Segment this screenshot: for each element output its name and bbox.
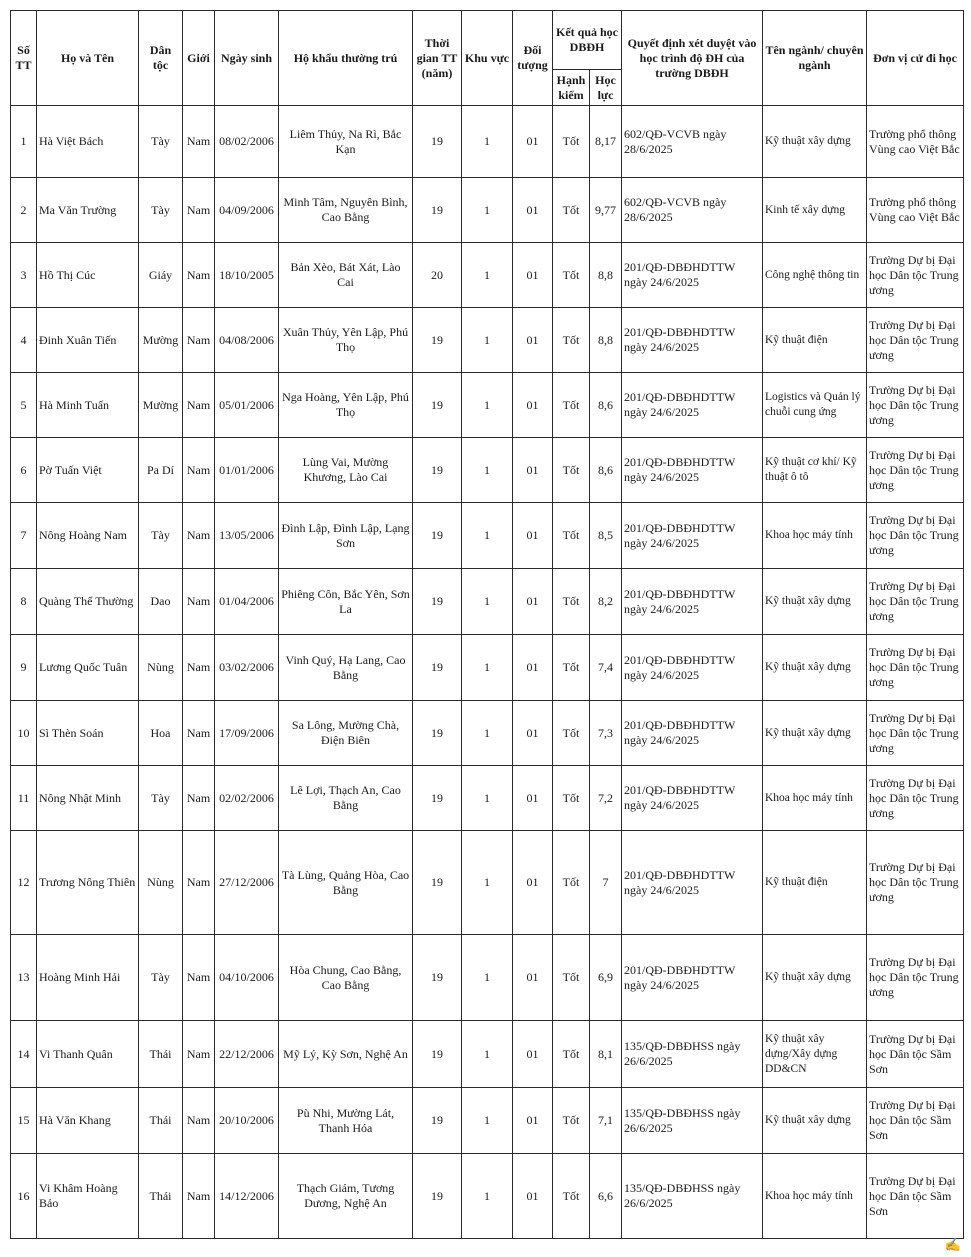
- row-unit: Trường Dự bị Đại học Dân tộc Trung ương: [867, 569, 964, 635]
- row-gender: Nam: [183, 243, 215, 308]
- row-academic: 8,5: [590, 503, 622, 569]
- row-conduct: Tốt: [553, 1088, 590, 1154]
- row-decision: 135/QĐ-DBĐHSS ngày 26/6/2025: [622, 1154, 763, 1239]
- row-category: 01: [513, 373, 553, 438]
- row-academic: 7,3: [590, 701, 622, 766]
- header-result-group: Kết quả học DBĐH: [553, 11, 622, 70]
- row-name: Hoàng Minh Hải: [37, 935, 139, 1021]
- header-residence: Hộ khẩu thường trú: [279, 11, 413, 106]
- row-dob: 04/10/2006: [215, 935, 279, 1021]
- row-name: Hồ Thị Cúc: [37, 243, 139, 308]
- table-row: [11, 1154, 964, 1239]
- row-name: Quàng Thế Thường: [37, 569, 139, 635]
- row-gender: Nam: [183, 701, 215, 766]
- row-academic: 9,77: [590, 178, 622, 243]
- row-duration: 19: [413, 1154, 462, 1239]
- row-academic: 8,8: [590, 243, 622, 308]
- row-unit: Trường Dự bị Đại học Dân tộc Trung ương: [867, 831, 964, 935]
- row-stt: 16: [11, 1154, 37, 1239]
- row-region: 1: [462, 1021, 513, 1088]
- row-stt: 14: [11, 1021, 37, 1088]
- table-row: [11, 178, 964, 243]
- row-name: Lương Quốc Tuân: [37, 635, 139, 701]
- row-dob: 03/02/2006: [215, 635, 279, 701]
- row-duration: 19: [413, 373, 462, 438]
- row-decision: 135/QĐ-DBĐHSS ngày 26/6/2025: [622, 1021, 763, 1088]
- row-residence: Liêm Thủy, Na Rì, Bắc Kạn: [279, 106, 413, 178]
- row-dob: 04/09/2006: [215, 178, 279, 243]
- table-row: [11, 1088, 964, 1154]
- row-name: Hà Minh Tuấn: [37, 373, 139, 438]
- row-ethnicity: Mường: [139, 308, 183, 373]
- row-major: Logistics và Quản lý chuỗi cung ứng: [763, 373, 867, 438]
- row-gender: Nam: [183, 308, 215, 373]
- row-stt: 7: [11, 503, 37, 569]
- row-residence: Hòa Chung, Cao Bằng, Cao Bằng: [279, 935, 413, 1021]
- row-conduct: Tốt: [553, 701, 590, 766]
- row-major: Kỹ thuật xây dựng: [763, 701, 867, 766]
- row-duration: 19: [413, 935, 462, 1021]
- row-name: Ma Văn Trường: [37, 178, 139, 243]
- row-category: 01: [513, 438, 553, 503]
- header-gender: Giới: [183, 11, 215, 106]
- row-decision: 602/QĐ-VCVB ngày 28/6/2025: [622, 106, 763, 178]
- table-row: [11, 438, 964, 503]
- table-body: [11, 106, 964, 1239]
- row-region: 1: [462, 308, 513, 373]
- row-category: 01: [513, 503, 553, 569]
- row-name: Vi Thanh Quân: [37, 1021, 139, 1088]
- row-stt: 2: [11, 178, 37, 243]
- table-row: [11, 373, 964, 438]
- row-stt: 9: [11, 635, 37, 701]
- row-academic: 7,2: [590, 766, 622, 831]
- row-dob: 17/09/2006: [215, 701, 279, 766]
- row-gender: Nam: [183, 1021, 215, 1088]
- row-residence: Bản Xèo, Bát Xát, Lào Cai: [279, 243, 413, 308]
- row-major: Kỹ thuật cơ khí/ Kỹ thuật ô tô: [763, 438, 867, 503]
- row-dob: 13/05/2006: [215, 503, 279, 569]
- header-dob: Ngày sinh: [215, 11, 279, 106]
- row-ethnicity: Nùng: [139, 635, 183, 701]
- row-residence: Vinh Quý, Hạ Lang, Cao Bằng: [279, 635, 413, 701]
- row-conduct: Tốt: [553, 635, 590, 701]
- row-ethnicity: Hoa: [139, 701, 183, 766]
- row-academic: 8,2: [590, 569, 622, 635]
- row-unit: Trường phổ thông Vùng cao Việt Bắc: [867, 106, 964, 178]
- table-row: [11, 766, 964, 831]
- table-row: [11, 503, 964, 569]
- row-academic: 8,6: [590, 373, 622, 438]
- row-decision: 201/QĐ-DBĐHDTTW ngày 24/6/2025: [622, 503, 763, 569]
- row-conduct: Tốt: [553, 243, 590, 308]
- row-major: Kỹ thuật điện: [763, 831, 867, 935]
- row-gender: Nam: [183, 1088, 215, 1154]
- row-stt: 15: [11, 1088, 37, 1154]
- row-conduct: Tốt: [553, 935, 590, 1021]
- table-row: [11, 831, 964, 935]
- row-ethnicity: Tày: [139, 503, 183, 569]
- row-duration: 19: [413, 106, 462, 178]
- row-category: 01: [513, 308, 553, 373]
- row-stt: 6: [11, 438, 37, 503]
- row-conduct: Tốt: [553, 178, 590, 243]
- row-ethnicity: Tày: [139, 935, 183, 1021]
- row-name: Vi Khâm Hoàng Bảo: [37, 1154, 139, 1239]
- row-gender: Nam: [183, 935, 215, 1021]
- row-duration: 19: [413, 1021, 462, 1088]
- row-academic: 7,4: [590, 635, 622, 701]
- row-name: Hà Việt Bách: [37, 106, 139, 178]
- row-unit: Trường Dự bị Đại học Dân tộc Trung ương: [867, 373, 964, 438]
- row-dob: 01/01/2006: [215, 438, 279, 503]
- row-gender: Nam: [183, 373, 215, 438]
- row-name: Đinh Xuân Tiến: [37, 308, 139, 373]
- row-stt: 10: [11, 701, 37, 766]
- row-category: 01: [513, 766, 553, 831]
- row-stt: 5: [11, 373, 37, 438]
- row-major: Khoa học máy tính: [763, 503, 867, 569]
- row-decision: 602/QĐ-VCVB ngày 28/6/2025: [622, 178, 763, 243]
- row-dob: 22/12/2006: [215, 1021, 279, 1088]
- row-ethnicity: Giáy: [139, 243, 183, 308]
- row-conduct: Tốt: [553, 106, 590, 178]
- row-dob: 02/02/2006: [215, 766, 279, 831]
- row-unit: Trường Dự bị Đại học Dân tộc Sầm Sơn: [867, 1021, 964, 1088]
- header-ethnicity: Dân tộc: [139, 11, 183, 106]
- row-decision: 201/QĐ-DBĐHDTTW ngày 24/6/2025: [622, 766, 763, 831]
- row-dob: 05/01/2006: [215, 373, 279, 438]
- row-unit: Trường Dự bị Đại học Dân tộc Sầm Sơn: [867, 1154, 964, 1239]
- row-duration: 19: [413, 178, 462, 243]
- row-gender: Nam: [183, 1154, 215, 1239]
- row-category: 01: [513, 1021, 553, 1088]
- table-row: [11, 243, 964, 308]
- row-name: Sì Thèn Soán: [37, 701, 139, 766]
- row-conduct: Tốt: [553, 831, 590, 935]
- row-dob: 20/10/2006: [215, 1088, 279, 1154]
- row-residence: Nga Hoàng, Yên Lập, Phú Thọ: [279, 373, 413, 438]
- row-gender: Nam: [183, 766, 215, 831]
- row-region: 1: [462, 831, 513, 935]
- row-category: 01: [513, 106, 553, 178]
- row-conduct: Tốt: [553, 308, 590, 373]
- header-row-1: [11, 11, 964, 70]
- row-duration: 19: [413, 1088, 462, 1154]
- row-region: 1: [462, 569, 513, 635]
- row-ethnicity: Mường: [139, 373, 183, 438]
- table-row: [11, 935, 964, 1021]
- row-region: 1: [462, 106, 513, 178]
- row-name: Nông Nhật Minh: [37, 766, 139, 831]
- row-major: Kỹ thuật xây dựng: [763, 1088, 867, 1154]
- row-region: 1: [462, 178, 513, 243]
- row-academic: 8,17: [590, 106, 622, 178]
- row-stt: 1: [11, 106, 37, 178]
- row-dob: 18/10/2005: [215, 243, 279, 308]
- row-category: 01: [513, 635, 553, 701]
- row-decision: 201/QĐ-DBĐHDTTW ngày 24/6/2025: [622, 701, 763, 766]
- row-region: 1: [462, 503, 513, 569]
- header-conduct: Hạnh kiểm: [553, 70, 590, 106]
- row-unit: Trường Dự bị Đại học Dân tộc Trung ương: [867, 503, 964, 569]
- header-decision: Quyết định xét duyệt vào học trình độ ĐH của trường DBĐH: [622, 11, 763, 106]
- table-row: [11, 701, 964, 766]
- row-category: 01: [513, 1088, 553, 1154]
- row-major: Kỹ thuật xây dựng: [763, 106, 867, 178]
- header-region: Khu vực: [462, 11, 513, 106]
- row-dob: 08/02/2006: [215, 106, 279, 178]
- row-stt: 12: [11, 831, 37, 935]
- row-residence: Thạch Giám, Tương Dương, Nghệ An: [279, 1154, 413, 1239]
- header-academic: Học lực: [590, 70, 622, 106]
- row-stt: 3: [11, 243, 37, 308]
- row-ethnicity: Pa Dí: [139, 438, 183, 503]
- row-category: 01: [513, 569, 553, 635]
- row-residence: Đình Lập, Đình Lập, Lạng Sơn: [279, 503, 413, 569]
- row-category: 01: [513, 831, 553, 935]
- row-academic: 8,8: [590, 308, 622, 373]
- row-duration: 20: [413, 243, 462, 308]
- row-duration: 19: [413, 701, 462, 766]
- row-decision: 201/QĐ-DBĐHDTTW ngày 24/6/2025: [622, 935, 763, 1021]
- row-unit: Trường Dự bị Đại học Dân tộc Trung ương: [867, 701, 964, 766]
- row-duration: 19: [413, 635, 462, 701]
- row-stt: 4: [11, 308, 37, 373]
- row-academic: 7,1: [590, 1088, 622, 1154]
- row-major: Kỹ thuật xây dựng: [763, 935, 867, 1021]
- row-academic: 6,6: [590, 1154, 622, 1239]
- row-dob: 04/08/2006: [215, 308, 279, 373]
- row-gender: Nam: [183, 831, 215, 935]
- row-major: Kỹ thuật xây dựng/Xây dựng DD&CN: [763, 1021, 867, 1088]
- row-gender: Nam: [183, 178, 215, 243]
- row-academic: 7: [590, 831, 622, 935]
- row-region: 1: [462, 438, 513, 503]
- row-unit: Trường Dự bị Đại học Dân tộc Trung ương: [867, 438, 964, 503]
- row-unit: Trường Dự bị Đại học Dân tộc Trung ương: [867, 243, 964, 308]
- row-major: Công nghệ thông tin: [763, 243, 867, 308]
- row-decision: 201/QĐ-DBĐHDTTW ngày 24/6/2025: [622, 308, 763, 373]
- row-major: Kinh tế xây dựng: [763, 178, 867, 243]
- row-decision: 201/QĐ-DBĐHDTTW ngày 24/6/2025: [622, 243, 763, 308]
- row-name: Trương Nông Thiên: [37, 831, 139, 935]
- row-region: 1: [462, 243, 513, 308]
- row-region: 1: [462, 701, 513, 766]
- row-ethnicity: Thái: [139, 1154, 183, 1239]
- row-gender: Nam: [183, 438, 215, 503]
- row-name: Nông Hoàng Nam: [37, 503, 139, 569]
- row-duration: 19: [413, 308, 462, 373]
- table-row: [11, 1021, 964, 1088]
- row-residence: Pù Nhi, Mường Lát, Thanh Hóa: [279, 1088, 413, 1154]
- row-dob: 01/04/2006: [215, 569, 279, 635]
- row-category: 01: [513, 701, 553, 766]
- row-unit: Trường Dự bị Đại học Dân tộc Trung ương: [867, 635, 964, 701]
- row-ethnicity: Tày: [139, 178, 183, 243]
- row-major: Khoa học máy tính: [763, 1154, 867, 1239]
- row-duration: 19: [413, 503, 462, 569]
- row-unit: Trường phổ thông Vùng cao Việt Bắc: [867, 178, 964, 243]
- row-ethnicity: Tày: [139, 106, 183, 178]
- row-conduct: Tốt: [553, 1021, 590, 1088]
- row-academic: 8,1: [590, 1021, 622, 1088]
- row-conduct: Tốt: [553, 1154, 590, 1239]
- header-name: Họ và Tên: [37, 11, 139, 106]
- row-region: 1: [462, 373, 513, 438]
- row-ethnicity: Thái: [139, 1088, 183, 1154]
- row-region: 1: [462, 1088, 513, 1154]
- table-row: [11, 569, 964, 635]
- row-residence: Mỹ Lý, Kỳ Sơn, Nghệ An: [279, 1021, 413, 1088]
- row-ethnicity: Thái: [139, 1021, 183, 1088]
- row-unit: Trường Dự bị Đại học Dân tộc Trung ương: [867, 308, 964, 373]
- table-row: [11, 106, 964, 178]
- row-name: Hà Văn Khang: [37, 1088, 139, 1154]
- row-major: Kỹ thuật xây dựng: [763, 635, 867, 701]
- row-gender: Nam: [183, 635, 215, 701]
- row-residence: Xuân Thủy, Yên Lập, Phú Thọ: [279, 308, 413, 373]
- row-stt: 8: [11, 569, 37, 635]
- row-unit: Trường Dự bị Đại học Dân tộc Sầm Sơn: [867, 1088, 964, 1154]
- row-decision: 201/QĐ-DBĐHDTTW ngày 24/6/2025: [622, 831, 763, 935]
- row-academic: 8,6: [590, 438, 622, 503]
- row-ethnicity: Dao: [139, 569, 183, 635]
- row-academic: 6,9: [590, 935, 622, 1021]
- row-major: Kỹ thuật xây dựng: [763, 569, 867, 635]
- row-region: 1: [462, 766, 513, 831]
- row-conduct: Tốt: [553, 569, 590, 635]
- row-conduct: Tốt: [553, 766, 590, 831]
- row-conduct: Tốt: [553, 438, 590, 503]
- row-conduct: Tốt: [553, 373, 590, 438]
- row-ethnicity: Nùng: [139, 831, 183, 935]
- header-unit: Đơn vị cử đi học: [867, 11, 964, 106]
- row-unit: Trường Dự bị Đại học Dân tộc Trung ương: [867, 935, 964, 1021]
- row-duration: 19: [413, 438, 462, 503]
- row-gender: Nam: [183, 503, 215, 569]
- row-name: Pờ Tuấn Việt: [37, 438, 139, 503]
- row-stt: 13: [11, 935, 37, 1021]
- row-residence: Lùng Vai, Mường Khương, Lào Cai: [279, 438, 413, 503]
- row-gender: Nam: [183, 106, 215, 178]
- row-conduct: Tốt: [553, 503, 590, 569]
- row-residence: Sa Lông, Mường Chà, Điện Biên: [279, 701, 413, 766]
- signature-mark: ✍: [944, 1237, 961, 1252]
- row-major: Khoa học máy tính: [763, 766, 867, 831]
- row-residence: Minh Tâm, Nguyên Bình, Cao Bằng: [279, 178, 413, 243]
- row-category: 01: [513, 243, 553, 308]
- row-decision: 201/QĐ-DBĐHDTTW ngày 24/6/2025: [622, 373, 763, 438]
- row-region: 1: [462, 635, 513, 701]
- row-dob: 14/12/2006: [215, 1154, 279, 1239]
- row-major: Kỹ thuật điện: [763, 308, 867, 373]
- row-duration: 19: [413, 831, 462, 935]
- row-decision: 201/QĐ-DBĐHDTTW ngày 24/6/2025: [622, 438, 763, 503]
- row-category: 01: [513, 178, 553, 243]
- row-residence: Lê Lợi, Thạch An, Cao Bằng: [279, 766, 413, 831]
- table-row: [11, 635, 964, 701]
- row-category: 01: [513, 1154, 553, 1239]
- row-decision: 135/QĐ-DBĐHSS ngày 26/6/2025: [622, 1088, 763, 1154]
- student-list-table: [10, 10, 964, 1239]
- row-residence: Phiêng Côn, Bắc Yên, Sơn La: [279, 569, 413, 635]
- row-region: 1: [462, 935, 513, 1021]
- header-stt: Số TT: [11, 11, 37, 106]
- row-residence: Tà Lùng, Quảng Hòa, Cao Bằng: [279, 831, 413, 935]
- row-region: 1: [462, 1154, 513, 1239]
- row-dob: 27/12/2006: [215, 831, 279, 935]
- row-decision: 201/QĐ-DBĐHDTTW ngày 24/6/2025: [622, 635, 763, 701]
- row-ethnicity: Tày: [139, 766, 183, 831]
- row-gender: Nam: [183, 569, 215, 635]
- header-duration: Thời gian TT (năm): [413, 11, 462, 106]
- row-stt: 11: [11, 766, 37, 831]
- row-duration: 19: [413, 766, 462, 831]
- row-unit: Trường Dự bị Đại học Dân tộc Trung ương: [867, 766, 964, 831]
- row-category: 01: [513, 935, 553, 1021]
- table-row: [11, 308, 964, 373]
- header-category: Đối tượng: [513, 11, 553, 106]
- row-duration: 19: [413, 569, 462, 635]
- header-major: Tên ngành/ chuyên ngành: [763, 11, 867, 106]
- row-decision: 201/QĐ-DBĐHDTTW ngày 24/6/2025: [622, 569, 763, 635]
